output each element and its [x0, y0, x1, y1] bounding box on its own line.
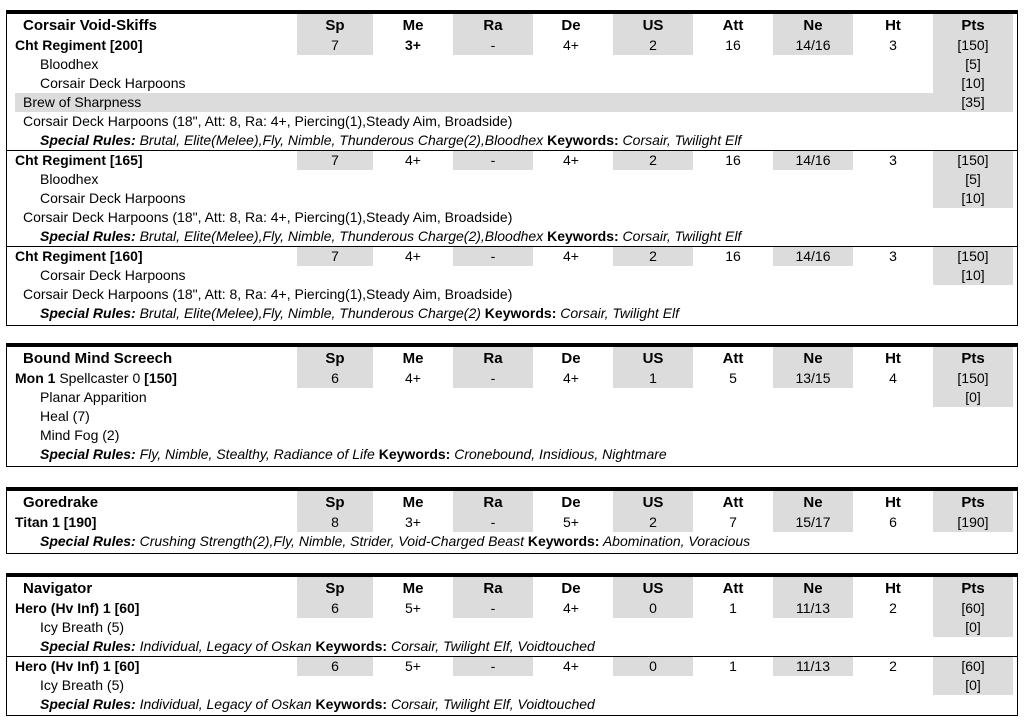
upgrade-label: Corsair Deck Harpoons: [40, 267, 186, 283]
stat-me: 4+: [405, 370, 421, 386]
stat-sp: 7: [297, 36, 373, 55]
card-title: Goredrake: [23, 494, 99, 511]
upgrade-row: [7, 266, 1017, 285]
unit-row: [7, 657, 1017, 676]
header-us: US: [613, 491, 693, 513]
stat-pts: [60]: [933, 599, 1013, 618]
header-ra: Ra: [453, 347, 533, 369]
card-title: Corsair Void-Skiffs: [23, 17, 157, 34]
stat-pts: [150]: [933, 151, 1013, 170]
header-ht: Ht: [885, 494, 901, 511]
stat-att: 16: [725, 37, 741, 53]
unit-card-bound-mind-screech: [6, 343, 1018, 467]
special-rules-row: [7, 695, 1017, 715]
stat-ra: -: [453, 247, 533, 266]
unit-type: Hero (Hv Inf) 1 [60]: [15, 600, 140, 616]
header-ne: Ne: [773, 347, 853, 369]
header-me: Me: [402, 580, 424, 597]
upgrade-label: Planar Apparition: [40, 389, 147, 405]
header-ht: Ht: [885, 17, 901, 34]
special-rules: Special Rules: Individual, Legacy of Oskan Keywords: Corsair, Twilight Elf, Voidtouched: [40, 638, 595, 654]
artefact-band: [15, 93, 948, 112]
stat-us: 0: [613, 599, 693, 618]
stat-ne: 11/13: [773, 657, 853, 676]
header-us: US: [613, 347, 693, 369]
unit-row: [7, 369, 1017, 388]
weapon-row: [7, 285, 1017, 304]
special-rules: Special Rules: Crushing Strength(2),Fly, Nimble, Strider, Void-Charged Beast Keywords: Abomination, Voracious: [40, 533, 751, 549]
stat-ne: 13/15: [773, 369, 853, 388]
stat-pts: [150]: [933, 369, 1013, 388]
upgrade-row: [7, 676, 1017, 695]
unit-type: Cht Regiment [200]: [15, 37, 143, 53]
stat-pts: [150]: [933, 247, 1013, 266]
upgrade-pts: [10]: [933, 266, 1013, 285]
card-title: Navigator: [23, 580, 93, 597]
upgrade-label: Corsair Deck Harpoons: [40, 190, 186, 206]
stat-sp: 7: [297, 247, 373, 266]
stat-me: 4+: [405, 152, 421, 168]
header-att: Att: [722, 350, 744, 367]
spell-label: Heal (7): [40, 408, 90, 424]
upgrade-pts: [0]: [933, 676, 1013, 695]
upgrade-row: [7, 618, 1017, 637]
card-header: [7, 347, 1017, 369]
unit-type: Titan 1 [190]: [15, 514, 97, 530]
header-me: Me: [402, 494, 424, 511]
upgrade-label: Icy Breath (5): [40, 677, 125, 693]
weapon-profile: Corsair Deck Harpoons (18", Att: 8, Ra: 4+, Piercing(1),Steady Aim, Broadside): [23, 209, 513, 225]
stat-ht: 3: [889, 248, 897, 264]
special-rules-row: [7, 131, 1017, 151]
special-rules: Special Rules: Brutal, Elite(Melee),Fly, Nimble, Thunderous Charge(2),Bloodhex Keywords: Corsair, Twilight Elf: [40, 132, 742, 148]
unit-type: Hero (Hv Inf) 1 [60]: [15, 658, 140, 674]
stat-ht: 2: [889, 658, 897, 674]
stat-att: 1: [729, 600, 737, 616]
stat-de: 4+: [563, 658, 579, 674]
upgrade-row: [7, 388, 1017, 407]
header-sp: Sp: [297, 491, 373, 513]
weapon-row: [7, 112, 1017, 131]
unit-row: [7, 247, 1017, 266]
header-de: De: [561, 494, 581, 511]
special-rules: Special Rules: Brutal, Elite(Melee),Fly, Nimble, Thunderous Charge(2),Bloodhex Keywords: Corsair, Twilight Elf: [40, 228, 742, 244]
upgrade-label: Corsair Deck Harpoons: [40, 75, 186, 91]
upgrade-pts: [0]: [933, 388, 1013, 407]
stat-sp: 6: [297, 657, 373, 676]
unit-row: [7, 36, 1017, 55]
header-ne: Ne: [773, 577, 853, 599]
header-att: Att: [722, 17, 744, 34]
header-att: Att: [722, 494, 744, 511]
weapon-profile: Corsair Deck Harpoons (18", Att: 8, Ra: 4+, Piercing(1),Steady Aim, Broadside): [23, 286, 513, 302]
upgrade-pts: [10]: [933, 189, 1013, 208]
unit-type: Mon 1 Spellcaster 0 [150]: [15, 370, 177, 386]
stat-ht: 6: [889, 514, 897, 530]
unit-row: [7, 151, 1017, 170]
stat-ht: 2: [889, 600, 897, 616]
header-de: De: [561, 580, 581, 597]
header-de: De: [561, 350, 581, 367]
card-title: Bound Mind Screech: [23, 350, 173, 367]
stat-att: 1: [729, 658, 737, 674]
artefact-row: [7, 93, 1017, 112]
stat-de: 4+: [563, 248, 579, 264]
stat-att: 5: [729, 370, 737, 386]
spell-row: [7, 407, 1017, 426]
header-pts: Pts: [933, 347, 1013, 369]
stat-ne: 15/17: [773, 513, 853, 532]
stat-ne: 11/13: [773, 599, 853, 618]
upgrade-row: [7, 189, 1017, 208]
unit-row: [7, 599, 1017, 618]
upgrade-pts: [0]: [933, 618, 1013, 637]
stat-ne: 14/16: [773, 151, 853, 170]
special-rules: Special Rules: Fly, Nimble, Stealthy, Radiance of Life Keywords: Cronebound, Insidious, Nightmare: [40, 446, 667, 462]
stat-ne: 14/16: [773, 247, 853, 266]
stat-ra: -: [453, 369, 533, 388]
stat-ra: -: [453, 513, 533, 532]
upgrade-pts: [5]: [933, 55, 1013, 74]
unit-type: Cht Regiment [165]: [15, 152, 143, 168]
artefact-label: Brew of Sharpness: [23, 94, 142, 110]
upgrade-pts: [5]: [933, 170, 1013, 189]
stat-de: 4+: [563, 152, 579, 168]
stat-us: 1: [613, 369, 693, 388]
header-sp: Sp: [297, 347, 373, 369]
header-sp: Sp: [297, 577, 373, 599]
stat-me: 3+: [405, 37, 421, 53]
stat-de: 4+: [563, 37, 579, 53]
header-ne: Ne: [773, 14, 853, 36]
header-att: Att: [722, 580, 744, 597]
upgrade-row: [7, 170, 1017, 189]
card-header: [7, 491, 1017, 513]
header-ra: Ra: [453, 577, 533, 599]
upgrade-row: [7, 74, 1017, 93]
header-me: Me: [402, 350, 424, 367]
header-ra: Ra: [453, 14, 533, 36]
artefact-pts: [35]: [933, 93, 1013, 112]
stat-us: 2: [613, 36, 693, 55]
spell-row: [7, 426, 1017, 445]
stat-me: 3+: [405, 514, 421, 530]
unit-card-corsair-void-skiffs: [6, 10, 1018, 326]
stat-de: 4+: [563, 370, 579, 386]
header-ra: Ra: [453, 491, 533, 513]
stat-ht: 3: [889, 152, 897, 168]
stat-us: 0: [613, 657, 693, 676]
stat-us: 2: [613, 513, 693, 532]
upgrade-label: Icy Breath (5): [40, 619, 125, 635]
stat-me: 5+: [405, 658, 421, 674]
card-header: [7, 14, 1017, 36]
stat-ra: -: [453, 36, 533, 55]
special-rules: Special Rules: Brutal, Elite(Melee),Fly, Nimble, Thunderous Charge(2) Keywords: Corsair, Twilight Elf: [40, 305, 680, 321]
stat-de: 4+: [563, 600, 579, 616]
upgrade-label: Bloodhex: [40, 171, 99, 187]
upgrade-row: [7, 55, 1017, 74]
upgrade-pts: [10]: [933, 74, 1013, 93]
weapon-profile: Corsair Deck Harpoons (18", Att: 8, Ra: 4+, Piercing(1),Steady Aim, Broadside): [23, 113, 513, 129]
stat-me: 5+: [405, 600, 421, 616]
header-me: Me: [402, 17, 424, 34]
unit-card-navigator: [6, 573, 1018, 716]
header-pts: Pts: [933, 491, 1013, 513]
unit-row: [7, 513, 1017, 532]
stat-ne: 14/16: [773, 36, 853, 55]
header-de: De: [561, 17, 581, 34]
stat-ra: -: [453, 599, 533, 618]
stat-sp: 6: [297, 369, 373, 388]
stat-de: 5+: [563, 514, 579, 530]
stat-pts: [60]: [933, 657, 1013, 676]
stat-sp: 6: [297, 599, 373, 618]
stat-pts: [190]: [933, 513, 1013, 532]
stat-att: 16: [725, 248, 741, 264]
stat-us: 2: [613, 247, 693, 266]
special-rules-row: [7, 532, 1017, 553]
stat-me: 4+: [405, 248, 421, 264]
header-us: US: [613, 577, 693, 599]
header-ne: Ne: [773, 491, 853, 513]
stat-att: 16: [725, 152, 741, 168]
header-sp: Sp: [297, 14, 373, 36]
stat-ra: -: [453, 151, 533, 170]
special-rules-row: [7, 445, 1017, 466]
special-rules-row: [7, 227, 1017, 247]
upgrade-label: Bloodhex: [40, 56, 99, 72]
special-rules-row: [7, 304, 1017, 325]
unit-type: Cht Regiment [160]: [15, 248, 143, 264]
header-ht: Ht: [885, 580, 901, 597]
stat-ht: 4: [889, 370, 897, 386]
header-ht: Ht: [885, 350, 901, 367]
stat-pts: [150]: [933, 36, 1013, 55]
special-rules-row: [7, 637, 1017, 657]
stat-ht: 3: [889, 37, 897, 53]
stat-us: 2: [613, 151, 693, 170]
card-header: [7, 577, 1017, 599]
spell-label: Mind Fog (2): [40, 427, 120, 443]
weapon-row: [7, 208, 1017, 227]
stat-sp: 7: [297, 151, 373, 170]
stat-att: 7: [729, 514, 737, 530]
stat-sp: 8: [297, 513, 373, 532]
special-rules: Special Rules: Individual, Legacy of Oskan Keywords: Corsair, Twilight Elf, Voidtouched: [40, 696, 595, 712]
header-pts: Pts: [933, 14, 1013, 36]
unit-card-goredrake: [6, 487, 1018, 554]
stat-ra: -: [453, 657, 533, 676]
header-us: US: [613, 14, 693, 36]
header-pts: Pts: [933, 577, 1013, 599]
